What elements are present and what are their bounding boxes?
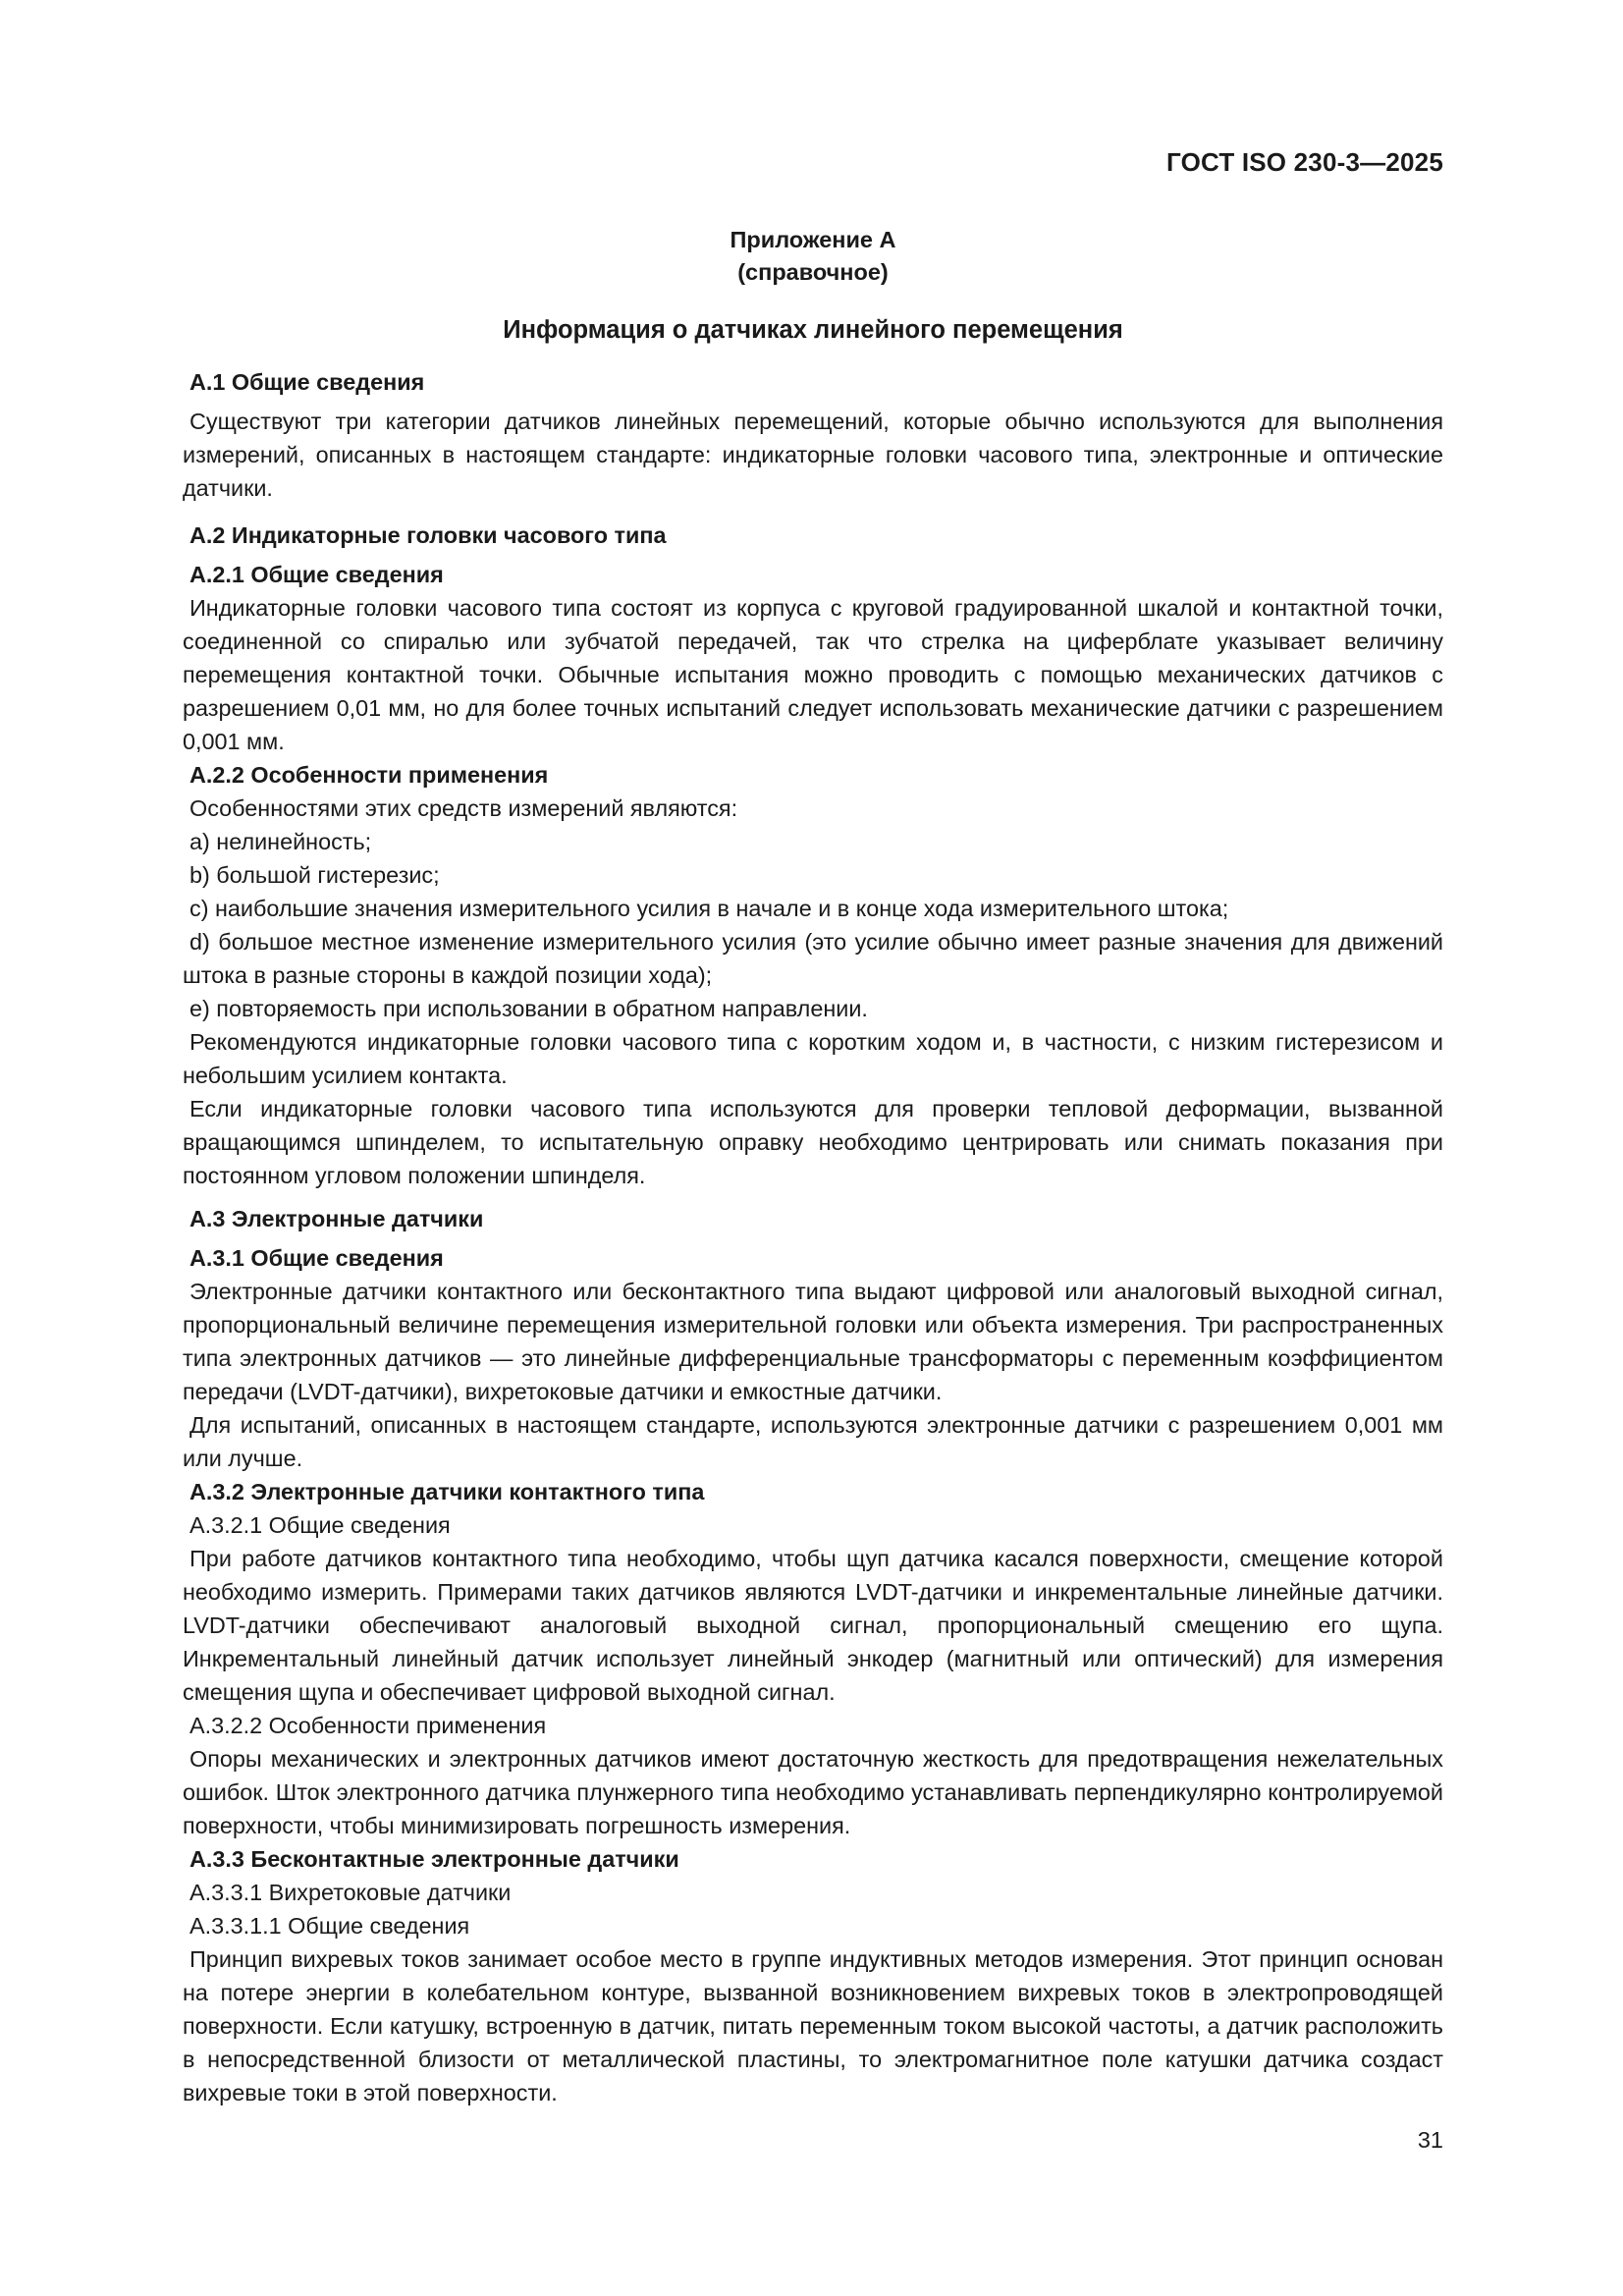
paragraph-a1-1: Существуют три категории датчиков линейных перемещений, которые обычно используются для выполнения измерений, описанных в настоящем стандарте: индикаторные головки часового типа, электронные и оптические датчики. [183,409,1443,501]
subsection-heading-a331: А.3.3.1 Вихретоковые датчики [189,1880,512,1905]
list-item-a: a) нелинейность; [189,829,372,854]
subsection-heading-a21: А.2.1 Общие сведения [189,562,444,587]
document-title: Информация о датчиках линейного перемещения [503,316,1123,344]
appendix-title: Приложение А [730,227,896,252]
paragraph-a22-intro: Особенностями этих средств измерений являются: [189,795,738,821]
paragraph-a3311-1: Принцип вихревых токов занимает особое место в группе индуктивных методов измерения. Этот принцип основан на потере энергии в колебательном контуре, вызванной возникновением вихревых токов в электропроводящей поверхности. Если катушку, встроенную в датчик, питать переменным током высокой частоты, а датчик расположить в непосредственной близости от металлической пластины, то электромагнитное поле катушки датчика создаст вихревые токи в этой поверхности. [183,1946,1443,2105]
subsection-heading-a22: А.2.2 Особенности применения [189,762,549,788]
page-number: 31 [1417,2127,1443,2153]
list-item-b: b) большой гистерезис; [189,862,440,888]
paragraph-a22-2: Рекомендуются индикаторные головки часового типа с коротким ходом и, в частности, с низким гистерезисом и небольшим усилием контакта. [183,1029,1443,1088]
list-item-c: c) наибольшие значения измерительного усилия в начале и в конце хода измерительного штока; [189,896,1229,921]
section-heading-a2: А.2 Индикаторные головки часового типа [189,522,667,548]
document-code: ГОСТ ISO 230-3—2025 [1165,147,1443,177]
subsection-heading-a32: А.3.2 Электронные датчики контактного типа [189,1479,705,1504]
paragraph-a31-2: Для испытаний, описанных в настоящем стандарте, используются электронные датчики с разрешением 0,001 мм или лучше. [183,1412,1443,1471]
page-content [183,224,1443,2109]
subsection-heading-a3311: А.3.3.1.1 Общие сведения [189,1913,470,1939]
section-heading-a3: А.3 Электронные датчики [189,1206,484,1231]
subsection-heading-a321: А.3.2.1 Общие сведения [189,1512,451,1538]
list-item-d: d) большое местное изменение измерительного усилия (это усилие обычно имеет разные значения для движений штока в разные стороны в каждой позиции хода); [183,929,1443,988]
subsection-heading-a31: А.3.1 Общие сведения [189,1245,444,1271]
paragraph-a22-3: Если индикаторные головки часового типа используются для проверки тепловой деформации, вызванной вращающимся шпинделем, то испытательную оправку необходимо центрировать или снимать показания при постоянном угловом положении шпинделя. [183,1096,1443,1188]
paragraph-a31-1: Электронные датчики контактного или бесконтактного типа выдают цифровой или аналоговый выходной сигнал, пропорциональный величине перемещения измерительной головки или объекта измерения. Три распространенных типа электронных датчиков — это линейные дифференциальные трансформаторы с переменным коэффициентом передачи (LVDT-датчики), вихретоковые датчики и емкостные датчики. [183,1279,1443,1404]
subsection-heading-a33: А.3.3 Бесконтактные электронные датчики [189,1846,679,1872]
list-item-e: e) повторяемость при использовании в обратном направлении. [189,996,868,1021]
paragraph-a21-1: Индикаторные головки часового типа состоят из корпуса с круговой градуированной шкалой и контактной точки, соединенной со спиралью или зубчатой передачей, так что стрелка на циферблате указывает величину перемещения контактной точки. Обычные испытания можно проводить с помощью механических датчиков с разрешением 0,01 мм, но для более точных испытаний следует использовать механические датчики с разрешением 0,001 мм. [183,595,1443,754]
section-heading-a1: А.1 Общие сведения [189,369,425,395]
paragraph-a321-1: При работе датчиков контактного типа необходимо, чтобы щуп датчика касался поверхности, смещение которой необходимо измерить. Примерами таких датчиков являются LVDT-датчики и инкрементальные линейные датчики. LVDT-датчики обеспечивают аналоговый выходной сигнал, пропорциональный смещению его щупа. Инкрементальный линейный датчик использует линейный энкодер (магнитный или оптический) для измерения смещения щупа и обеспечивает цифровой выходной сигнал. [183,1546,1443,1705]
appendix-kind: (справочное) [737,259,889,285]
subsection-heading-a322: А.3.2.2 Особенности применения [189,1713,547,1738]
paragraph-a322-1: Опоры механических и электронных датчиков имеют достаточную жесткость для предотвращения нежелательных ошибок. Шток электронного датчика плунжерного типа необходимо устанавливать перпендикулярно контролируемой поверхности, чтобы минимизировать погрешность измерения. [183,1746,1443,1838]
